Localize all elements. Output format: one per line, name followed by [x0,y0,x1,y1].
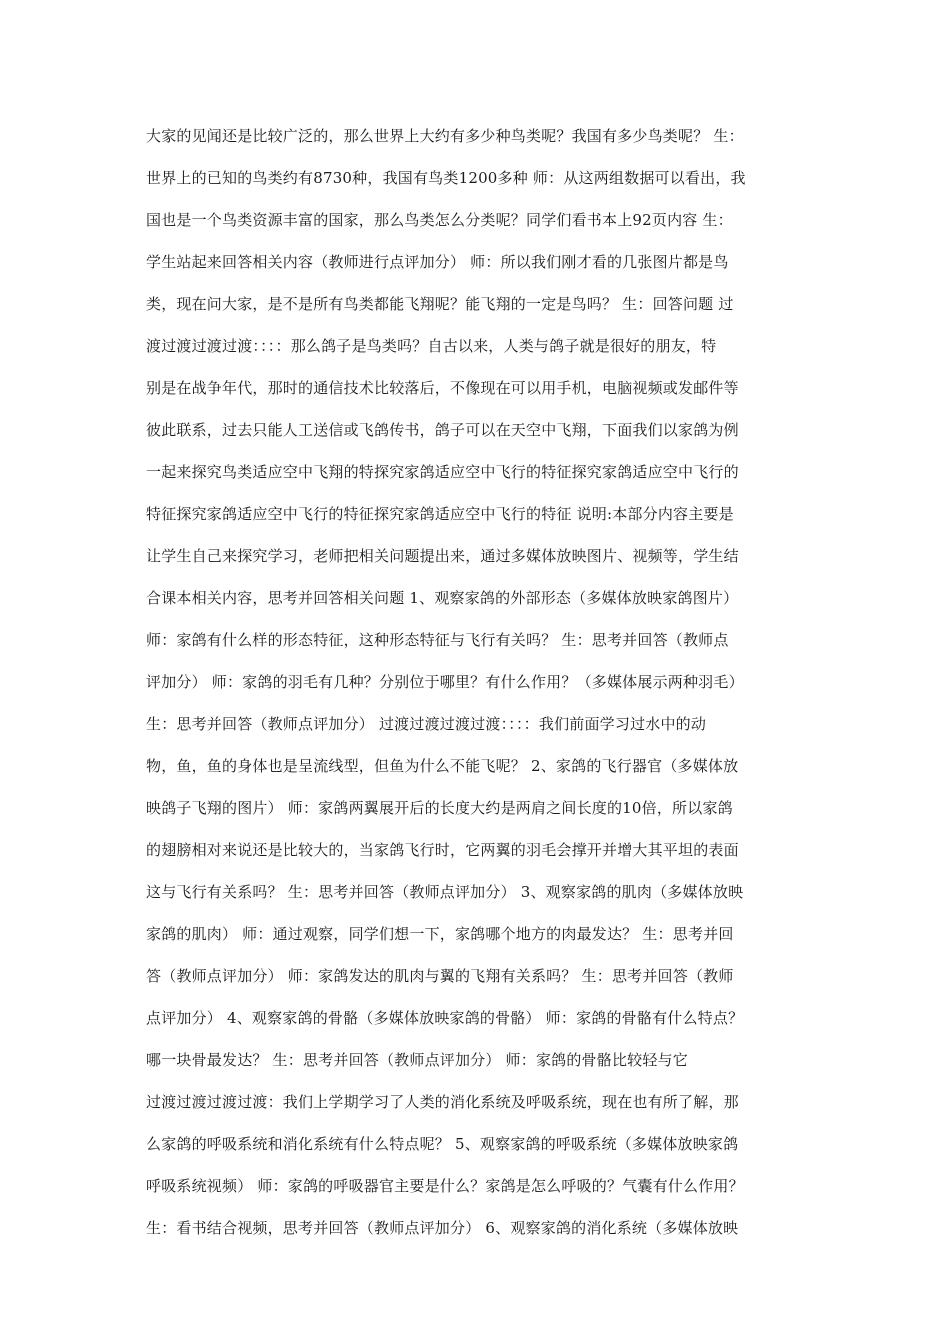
text-line: 的翅膀相对来说还是比较大的，当家鸽飞行时，它两翼的羽毛会撑开并增大其平坦的表面 [146,841,739,859]
text-line: 物，鱼，鱼的身体也是呈流线型，但鱼为什么不能飞呢？ 2、家鸽的飞行器官（多媒体放 [146,757,739,775]
text-line: 特征探究家鸽适应空中飞行的特征探究家鸽适应空中飞行的特征 说明:本部分内容主要是 [146,505,734,523]
text-line: 么家鸽的呼吸系统和消化系统有什么特点呢？ 5、观察家鸽的呼吸系统（多媒体放映家鸽 [146,1135,739,1153]
text-line: 家鸽的肌肉） 师：通过观察，同学们想一下，家鸽哪个地方的肉最发达？ 生：思考并回 [146,925,734,943]
text-line: 映鸽子飞翔的图片） 师：家鸽两翼展开后的长度大约是两肩之间长度的10倍，所以家鸽 [146,799,733,817]
text-line: 合课本相关内容，思考并回答相关问题 1、观察家鸽的外部形态（多媒体放映家鸽图片） [146,589,739,607]
text-line: 答（教师点评加分） 师：家鸽发达的肌肉与翼的飞翔有关系吗？ 生：思考并回答（教师 [146,967,734,985]
text-line: 彼此联系，过去只能人工送信或飞鸽传书，鸽子可以在天空中飞翔，下面我们以家鸽为例 [146,421,739,439]
text-line: 让学生自己来探究学习，老师把相关问题提出来，通过多媒体放映图片、视频等，学生结 [146,547,739,565]
text-line: 一起来探究鸟类适应空中飞翔的特探究家鸽适应空中飞行的特征探究家鸽适应空中飞行的 [146,463,739,481]
text-line: 国也是一个鸟类资源丰富的国家，那么鸟类怎么分类呢？同学们看书本上92页内容 生： [146,211,733,229]
text-line: 生：看书结合视频，思考并回答（教师点评加分） 6、观察家鸽的消化系统（多媒体放映 [146,1219,739,1237]
text-line: 渡过渡过渡过渡：：：：那么鸽子是鸟类吗？自古以来，人类与鸽子就是很好的朋友，特 [146,337,717,355]
text-line: 类，现在问大家，是不是所有鸟类都能飞翔呢？能飞翔的一定是鸟吗？ 生：回答问题 过 [146,295,734,313]
text-line: 别是在战争年代，那时的通信技术比较落后，不像现在可以用手机，电脑视频或发邮件等 [146,379,739,397]
text-line: 呼吸系统视频） 师：家鸽的呼吸器官主要是什么？家鸽是怎么呼吸的？气囊有什么作用？ [146,1177,744,1195]
text-line: 这与飞行有关系吗？ 生：思考并回答（教师点评加分） 3、观察家鸽的肌肉（多媒体放映 [146,883,744,901]
text-line: 点评加分） 4、观察家鸽的骨骼（多媒体放映家鸽的骨骼） 师：家鸽的骨骼有什么特点？ [146,1009,744,1027]
text-line: 世界上的已知的鸟类约有8730种，我国有鸟类1200多种 师：从这两组数据可以看出，我 [146,169,746,187]
text-line: 大家的见闻还是比较广泛的，那么世界上大约有多少种鸟类呢？我国有多少鸟类呢？ 生： [146,127,744,145]
text-line: 评加分） 师：家鸽的羽毛有几种？分别位于哪里？有什么作用？（多媒体展示两种羽毛） [146,673,744,691]
text-line: 哪一块骨最发达？ 生：思考并回答（教师点评加分） 师：家鸽的骨骼比较轻与它 [146,1051,688,1069]
text-line: 师：家鸽有什么样的形态特征，这种形态特征与飞行有关吗？ 生：思考并回答（教师点 [146,631,729,649]
text-line: 过渡过渡过渡过渡：我们上学期学习了人类的消化系统及呼吸系统，现在也有所了解，那 [146,1093,739,1111]
text-line: 生：思考并回答（教师点评加分） 过渡过渡过渡过渡：：：：我们前面学习过水中的动 [146,715,707,733]
text-line: 学生站起来回答相关内容（教师进行点评加分） 师：所以我们刚才看的几张图片都是鸟 [146,253,729,271]
